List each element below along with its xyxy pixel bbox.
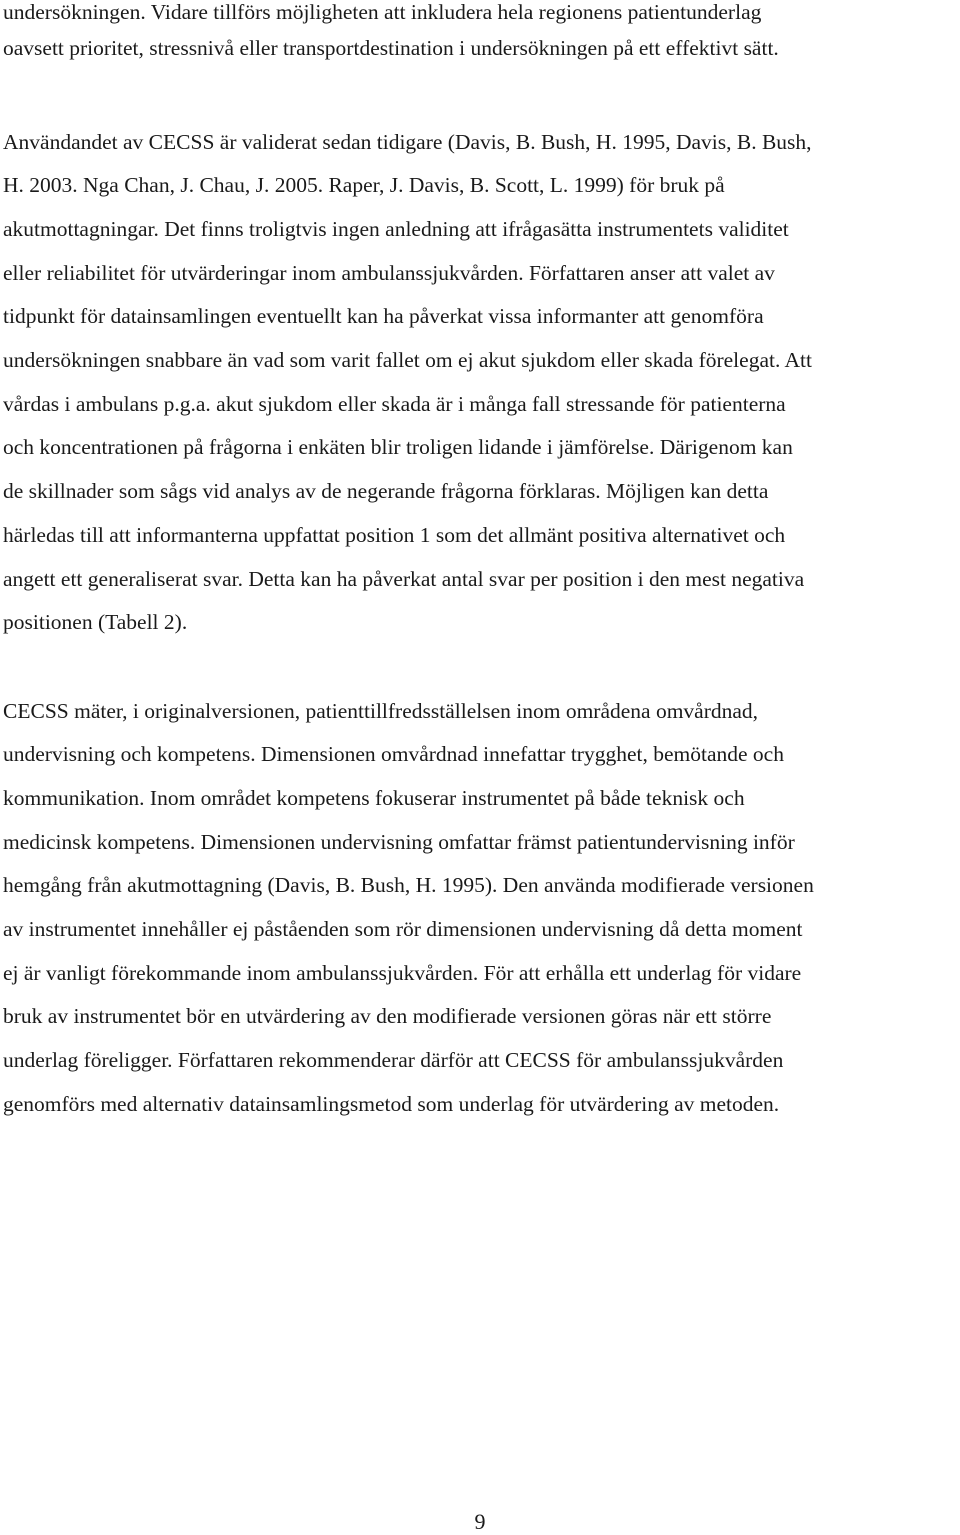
paragraph-3-line-8: bruk av instrumentet bör en utvärdering av den modifierade versionen göras när ett större <box>3 1004 772 1028</box>
paragraph-3-line-7: ej är vanligt förekommande inom ambulanssjukvården. För att erhålla ett underlag för vidare <box>3 961 802 985</box>
paragraph-2-line-11: angett ett generaliserat svar. Detta kan ha påverkat antal svar per position i den mest negativa <box>3 567 805 591</box>
paragraph-3-line-4: medicinsk kompetens. Dimensionen undervisning omfattar främst patientundervisning inför <box>3 830 795 854</box>
paragraph-2-line-3: akutmottagningar. Det finns troligtvis ingen anledning att ifrågasätta instrumentets validitet <box>3 217 789 241</box>
paragraph-3-line-9: underlag föreligger. Författaren rekommenderar därför att CECSS för ambulanssjukvården <box>3 1048 784 1072</box>
paragraph-3-line-10: genomförs med alternativ datainsamlingsmetod som underlag för utvärdering av metoden. <box>3 1092 780 1116</box>
paragraph-2-line-6: undersökningen snabbare än vad som varit fallet om ej akut sjukdom eller skada förelegat. Att <box>3 348 813 372</box>
paragraph-3-line-1: CECSS mäter, i originalversionen, patienttillfredsställelsen inom områdena omvårdnad, <box>3 699 759 723</box>
paragraph-2-line-1: Användandet av CECSS är validerat sedan tidigare (Davis, B. Bush, H. 1995, Davis, B. Bush, <box>3 130 812 154</box>
paragraph-2-line-9: de skillnader som sågs vid analys av de negerande frågorna förklaras. Möjligen kan detta <box>3 479 769 503</box>
paragraph-2-line-8: och koncentrationen på frågorna i enkäten blir troligen lidande i jämförelse. Därigenom kan <box>3 435 793 459</box>
paragraph-3-line-6: av instrumentet innehåller ej påståenden som rör dimensionen undervisning då detta moment <box>3 917 803 941</box>
paragraph-2-line-5: tidpunkt för datainsamlingen eventuellt kan ha påverkat vissa informanter att genomföra <box>3 304 764 328</box>
paragraph-2-line-4: eller reliabilitet för utvärderingar inom ambulanssjukvården. Författaren anser att valet av <box>3 261 775 285</box>
paragraph-2-line-10: härledas till att informanterna uppfattat position 1 som det allmänt positiva alternativet och <box>3 523 786 547</box>
paragraph-1-line-1: undersökningen. Vidare tillförs möjligheten att inkludera hela regionens patientunderlag <box>3 0 762 24</box>
paragraph-2-line-7: vårdas i ambulans p.g.a. akut sjukdom eller skada är i många fall stressande för patienterna <box>3 392 786 416</box>
paragraph-3-line-5: hemgång från akutmottagning (Davis, B. Bush, H. 1995). Den använda modifierade versionen <box>3 873 814 897</box>
paragraph-2-line-12: positionen (Tabell 2). <box>3 610 188 634</box>
paragraph-2-line-2: H. 2003. Nga Chan, J. Chau, J. 2005. Raper, J. Davis, B. Scott, L. 1999) för bruk på <box>3 173 725 197</box>
paragraph-1-line-2: oavsett prioritet, stressnivå eller transportdestination i undersökningen på ett effektivt sätt. <box>3 36 779 60</box>
page-number: 9 <box>474 1509 486 1534</box>
paragraph-3-line-2: undervisning och kompetens. Dimensionen omvårdnad innefattar trygghet, bemötande och <box>3 742 784 766</box>
paragraph-3-line-3: kommunikation. Inom området kompetens fokuserar instrumentet på både teknisk och <box>3 786 745 810</box>
